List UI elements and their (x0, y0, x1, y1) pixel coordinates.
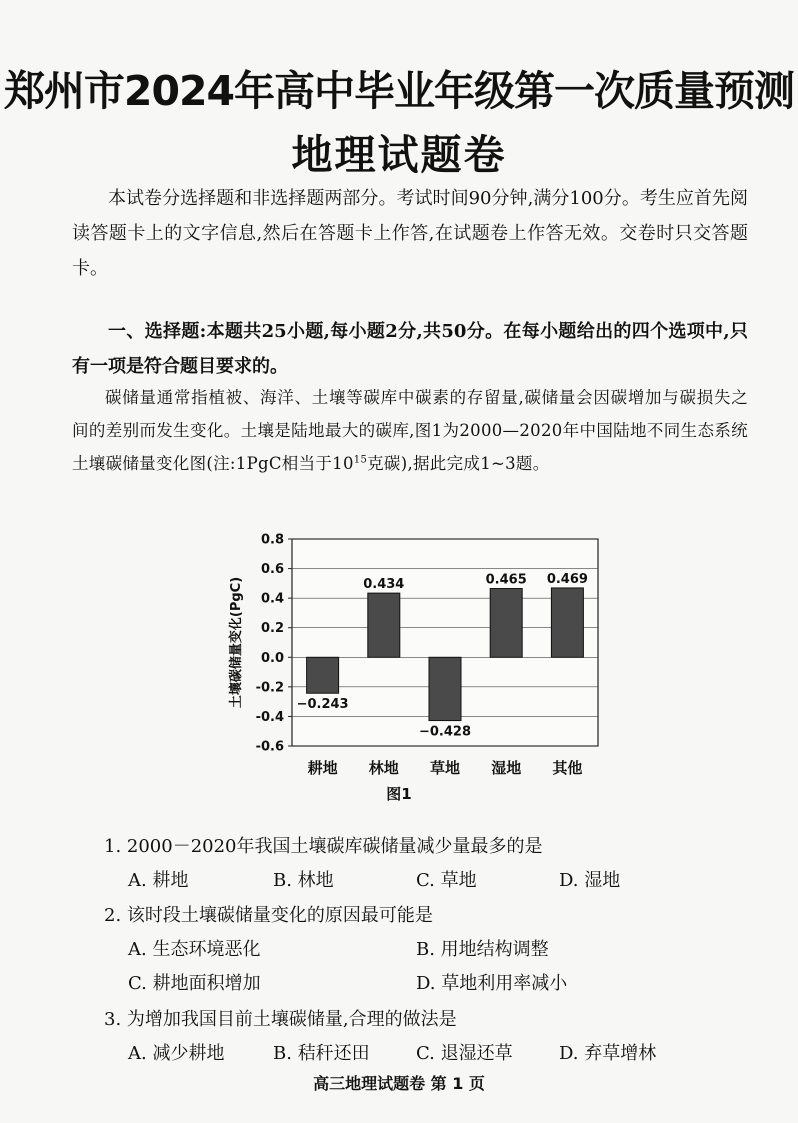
question-2-stem: 2. 该时段土壤碳储量变化的原因最可能是 (104, 905, 433, 926)
q2-option-b[interactable]: B. 用地结构调整 (416, 939, 549, 960)
bar-value-label: 0.469 (546, 571, 588, 587)
section-heading: 一、选择题:本题共25小题,每小题2分,共50分。在每小题给出的四个选项中,只有一项是符合题目要求的。 (72, 321, 748, 377)
q1-option-a[interactable]: A. 耕地 (128, 870, 189, 891)
soil-carbon-bar-chart (210, 528, 610, 783)
x-category-label: 草地 (429, 759, 461, 777)
q2-option-a[interactable]: A. 生态环境恶化 (128, 939, 261, 960)
q1-option-c[interactable]: C. 草地 (416, 870, 477, 891)
y-tick-label: 0.4 (260, 591, 284, 607)
figure-caption: 图1 (386, 785, 412, 803)
page-footer: 高三地理试题卷 第 1 页 (313, 1074, 485, 1093)
bar-value-label: 0.434 (363, 577, 405, 593)
q3-option-b[interactable]: B. 秸秆还田 (273, 1043, 370, 1064)
q2-option-c[interactable]: C. 耕地面积增加 (128, 973, 261, 994)
exam-subject-title: 地理试题卷 (291, 131, 507, 179)
y-tick-label: 0.0 (260, 650, 284, 666)
q3-option-c[interactable]: C. 退湿还草 (416, 1043, 513, 1064)
question-material (72, 381, 748, 480)
bar (368, 593, 400, 657)
bar-value-label: 0.465 (485, 572, 527, 588)
material-text-end: 克碳),据此完成1~3题。 (367, 454, 550, 473)
bar (490, 589, 522, 658)
bar-value-label: −0.243 (296, 697, 349, 713)
bar-value-label: −0.428 (418, 724, 472, 740)
q1-option-b[interactable]: B. 林地 (273, 870, 334, 891)
y-axis-label: 土壤碳储量变化(PgC) (229, 576, 244, 709)
bar (429, 657, 461, 720)
q3-option-a[interactable]: A. 减少耕地 (128, 1043, 225, 1064)
question-1-stem: 1. 2000－2020年我国土壤碳库碳储量减少量最多的是 (104, 836, 543, 857)
y-tick-label: 0.6 (260, 562, 284, 578)
x-category-label: 林地 (368, 759, 399, 777)
x-category-label: 湿地 (491, 759, 522, 777)
x-category-label: 耕地 (307, 759, 338, 777)
bar (551, 588, 583, 657)
y-tick-label: 0.8 (260, 532, 284, 548)
bar (307, 657, 339, 693)
y-tick-label: -0.6 (255, 739, 284, 755)
q3-option-d[interactable]: D. 弃草增林 (559, 1043, 657, 1064)
exam-instructions: 本试卷分选择题和非选择题两部分。考试时间90分钟,满分100分。考生应首先阅读答题卡上的文字信息,然后在答题卡上作答,在试题卷上作答无效。交卷时只交答题卡。 (72, 188, 748, 279)
x-category-label: 其他 (552, 759, 583, 777)
q2-option-d[interactable]: D. 草地利用率减小 (416, 973, 568, 994)
y-tick-label: 0.2 (260, 621, 284, 637)
q1-option-d[interactable]: D. 湿地 (559, 870, 621, 891)
material-text: 碳储量通常指植被、海洋、土壤等碳库中碳素的存留量,碳储量会因碳增加与碳损失之间的差别而发生变化。土壤是陆地最大的碳库,图1为2000—2020年中国陆地不同生态系统土壤碳储量变化图(注:1PgC相当于10 (72, 388, 748, 473)
exam-title: 郑州市2024年高中毕业年级第一次质量预测 (3, 67, 795, 115)
material-exponent: 15 (353, 454, 368, 466)
y-tick-label: -0.2 (255, 680, 284, 696)
y-tick-label: -0.4 (255, 709, 284, 725)
question-3-stem: 3. 为增加我国目前土壤碳储量,合理的做法是 (104, 1009, 457, 1030)
